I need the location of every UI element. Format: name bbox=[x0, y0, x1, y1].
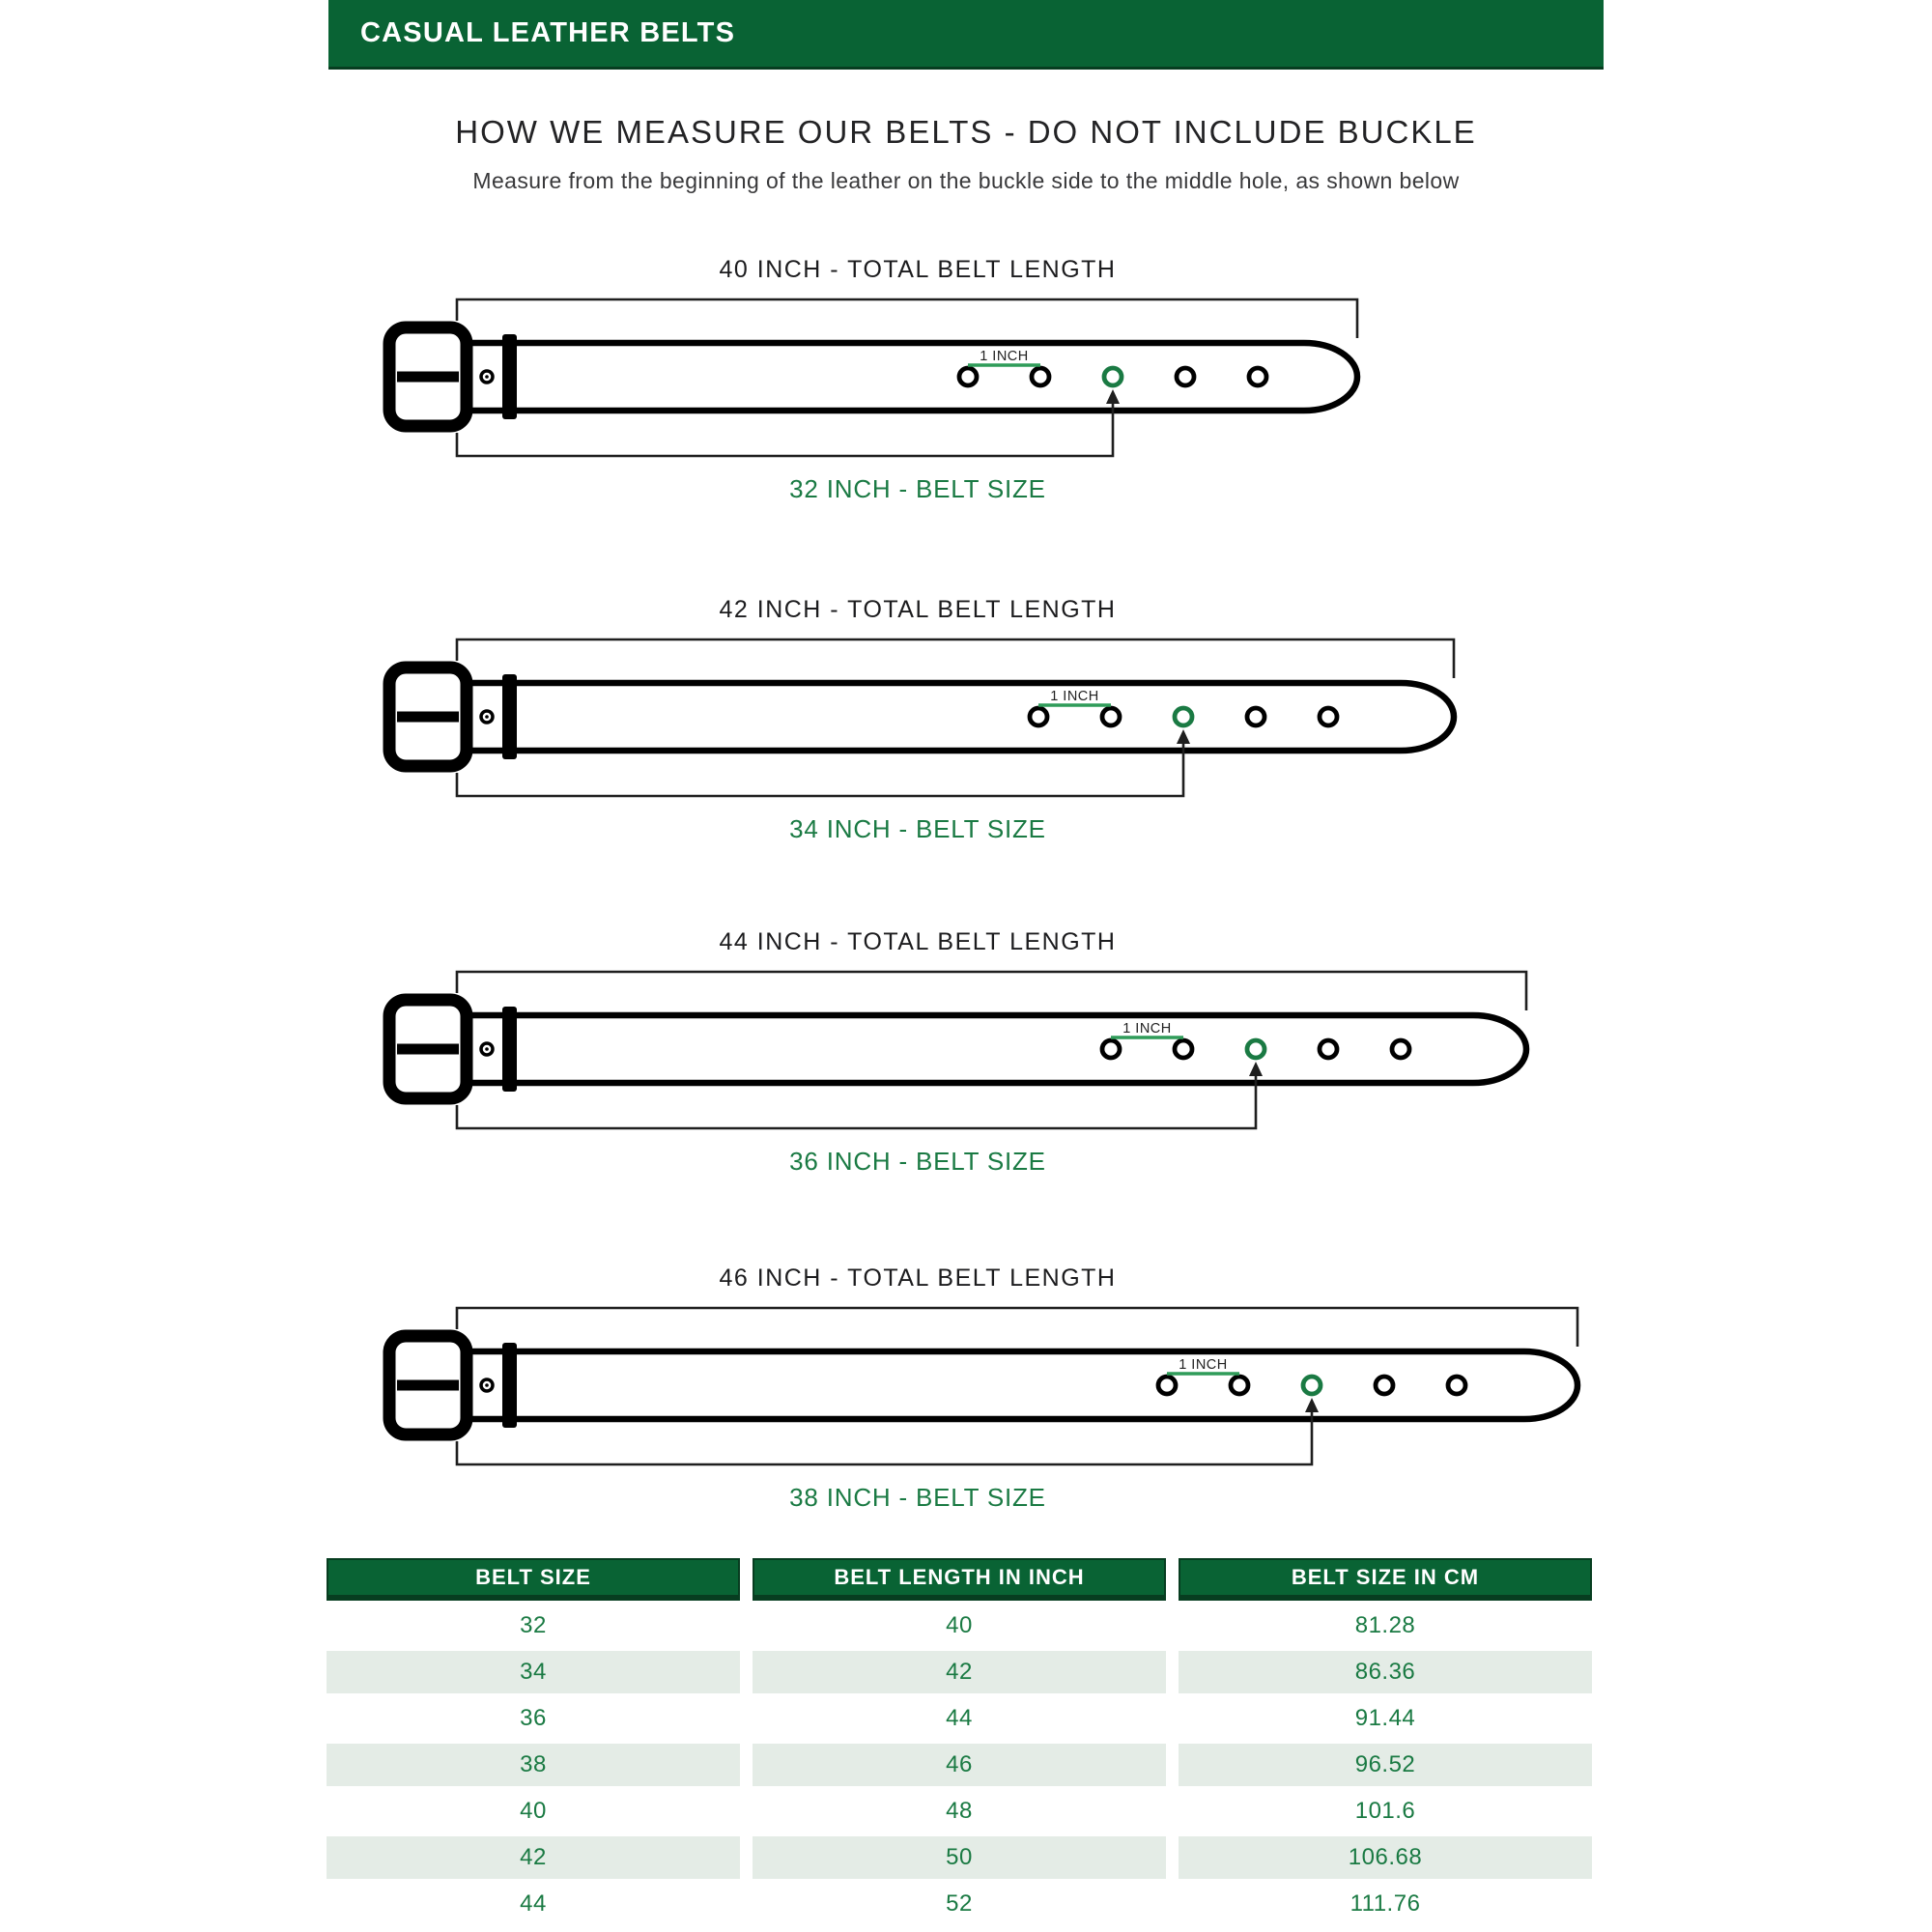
table-cell: 101.6 bbox=[1179, 1790, 1592, 1833]
total-length-label: 44 INCH - TOTAL BELT LENGTH bbox=[719, 928, 1117, 955]
belt-diagram-36 bbox=[389, 928, 1526, 1176]
table-cell: 91.44 bbox=[1179, 1697, 1592, 1740]
belt-hole bbox=[1320, 1040, 1337, 1058]
buckle-side-hole-dot bbox=[485, 375, 489, 379]
belt-hole bbox=[1102, 708, 1120, 725]
belt-size-label: 36 INCH - BELT SIZE bbox=[789, 1147, 1046, 1176]
one-inch-label: 1 INCH bbox=[1050, 689, 1099, 704]
belt-hole bbox=[1177, 368, 1194, 385]
belt-hole bbox=[959, 368, 977, 385]
belt-hole bbox=[1320, 708, 1337, 725]
table-cell: 106.68 bbox=[1179, 1836, 1592, 1879]
belt-size-label: 32 INCH - BELT SIZE bbox=[789, 474, 1046, 503]
belt-size-table bbox=[327, 1558, 1592, 1925]
belt-hole bbox=[1392, 1040, 1409, 1058]
table-cell: 96.52 bbox=[1179, 1744, 1592, 1786]
buckle-side-hole-dot bbox=[485, 1383, 489, 1387]
table-header-belt-size: BELT SIZE bbox=[327, 1558, 740, 1601]
one-inch-label: 1 INCH bbox=[1122, 1021, 1172, 1037]
one-inch-label: 1 INCH bbox=[980, 349, 1029, 364]
belt-strap bbox=[467, 343, 1357, 411]
table-cell: 111.76 bbox=[1179, 1883, 1592, 1925]
belt-hole bbox=[1102, 1040, 1120, 1058]
belt-strap bbox=[467, 1351, 1577, 1419]
belt-strap bbox=[467, 1015, 1526, 1083]
middle-hole-selected bbox=[1247, 1040, 1264, 1058]
table-header-belt-cm: BELT SIZE IN CM bbox=[1179, 1558, 1592, 1601]
table-cell: 44 bbox=[327, 1883, 740, 1925]
table-header-belt-length: BELT LENGTH IN INCH bbox=[753, 1558, 1166, 1601]
belt-diagram-38 bbox=[389, 1264, 1577, 1512]
page-title: HOW WE MEASURE OUR BELTS - DO NOT INCLUDE BUCKLE bbox=[455, 114, 1477, 150]
page-subtitle: Measure from the beginning of the leather on the buckle side to the middle hole, as shown below bbox=[472, 168, 1460, 193]
table-cell: 42 bbox=[753, 1651, 1166, 1693]
table-cell: 42 bbox=[327, 1836, 740, 1879]
total-length-label: 40 INCH - TOTAL BELT LENGTH bbox=[719, 256, 1117, 283]
belt-keeper bbox=[502, 1343, 517, 1428]
one-inch-label: 1 INCH bbox=[1179, 1357, 1228, 1373]
belt-keeper bbox=[502, 334, 517, 419]
table-cell: 34 bbox=[327, 1651, 740, 1693]
belt-diagram-32 bbox=[389, 256, 1357, 503]
table-cell: 40 bbox=[753, 1605, 1166, 1647]
belt-size-label: 38 INCH - BELT SIZE bbox=[789, 1483, 1046, 1512]
belt-hole bbox=[1030, 708, 1047, 725]
total-length-bracket bbox=[457, 972, 1526, 1010]
belt-keeper bbox=[502, 1007, 517, 1092]
total-length-bracket bbox=[457, 1308, 1577, 1347]
middle-hole-selected bbox=[1104, 368, 1122, 385]
belt-hole bbox=[1231, 1377, 1248, 1394]
table-cell: 32 bbox=[327, 1605, 740, 1647]
table-cell: 81.28 bbox=[1179, 1605, 1592, 1647]
belt-hole bbox=[1175, 1040, 1192, 1058]
table-cell: 36 bbox=[327, 1697, 740, 1740]
banner-title: CASUAL LEATHER BELTS bbox=[360, 17, 736, 48]
belt-strap bbox=[467, 683, 1454, 751]
belt-hole bbox=[1376, 1377, 1393, 1394]
table-cell: 50 bbox=[753, 1836, 1166, 1879]
total-length-label: 46 INCH - TOTAL BELT LENGTH bbox=[719, 1264, 1117, 1292]
middle-hole-selected bbox=[1303, 1377, 1321, 1394]
belt-diagram-34 bbox=[389, 596, 1454, 843]
belt-hole bbox=[1032, 368, 1049, 385]
belt-hole bbox=[1249, 368, 1266, 385]
table-cell: 38 bbox=[327, 1744, 740, 1786]
total-length-bracket bbox=[457, 299, 1357, 338]
middle-hole-selected bbox=[1175, 708, 1192, 725]
buckle-side-hole-dot bbox=[485, 1047, 489, 1051]
belt-hole bbox=[1158, 1377, 1176, 1394]
table-cell: 44 bbox=[753, 1697, 1166, 1740]
table-cell: 46 bbox=[753, 1744, 1166, 1786]
total-length-label: 42 INCH - TOTAL BELT LENGTH bbox=[719, 596, 1117, 623]
belt-hole bbox=[1448, 1377, 1465, 1394]
belt-size-label: 34 INCH - BELT SIZE bbox=[789, 814, 1046, 843]
belt-hole bbox=[1247, 708, 1264, 725]
table-cell: 52 bbox=[753, 1883, 1166, 1925]
table-cell: 40 bbox=[327, 1790, 740, 1833]
buckle-side-hole-dot bbox=[485, 715, 489, 719]
total-length-bracket bbox=[457, 639, 1454, 678]
belt-keeper bbox=[502, 674, 517, 759]
table-cell: 86.36 bbox=[1179, 1651, 1592, 1693]
table-cell: 48 bbox=[753, 1790, 1166, 1833]
